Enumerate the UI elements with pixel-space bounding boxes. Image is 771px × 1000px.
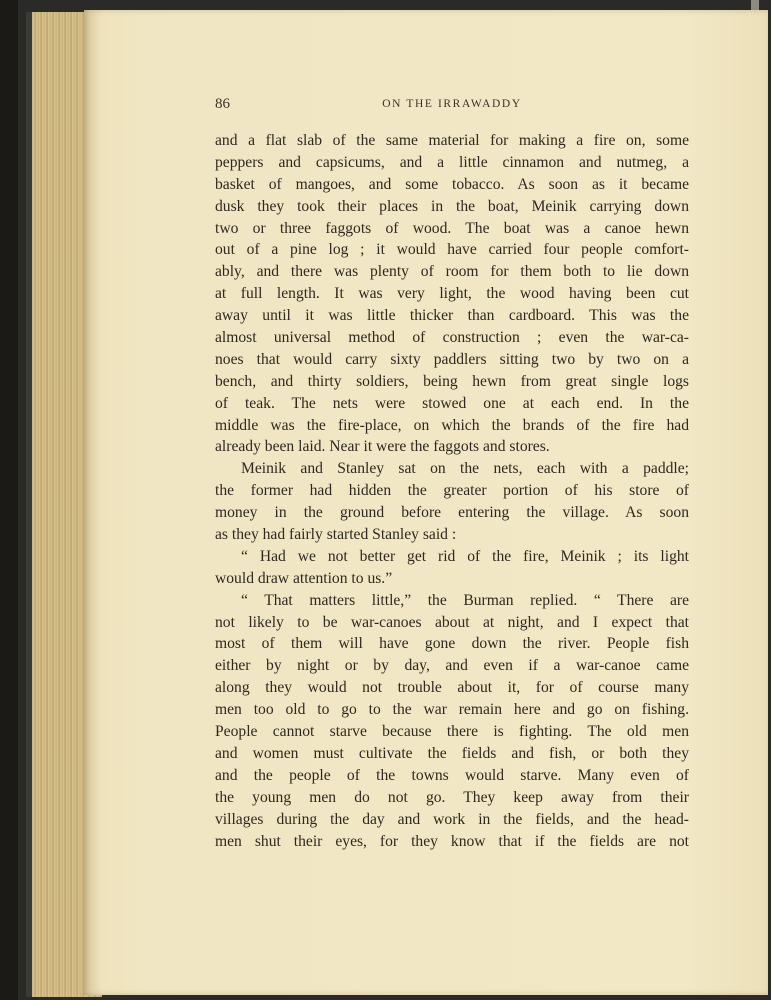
text-line: either by night or by day, and even if a war-canoe came xyxy=(215,657,689,675)
text-line: of teak. The nets were stowed one at each end. In the xyxy=(215,394,689,412)
text-line: dusk they took their places in the boat, Meinik carrying down xyxy=(215,197,689,215)
body-text xyxy=(215,130,689,852)
text-line: and women must cultivate the fields and fish, or both they xyxy=(215,744,689,762)
text-line: villages during the day and work in the fields, and the head- xyxy=(215,810,689,828)
text-line: “ Had we not better get rid of the fire, Meinik ; its light xyxy=(241,547,689,565)
text-line: the young men do not go. They keep away from their xyxy=(215,788,689,806)
text-line: and the people of the towns would starve. Many even of xyxy=(215,766,689,784)
text-line: along they would not trouble about it, for of course many xyxy=(215,679,689,697)
text-line: men too old to go to the war remain here and go on fishing. xyxy=(215,701,689,719)
text-line: already been laid. Near it were the faggots and stores. xyxy=(215,438,550,456)
text-line: not likely to be war-canoes about at night, and I expect that xyxy=(215,613,689,631)
text-line: the former had hidden the greater portion of his store of xyxy=(215,482,689,500)
text-line: noes that would carry sixty paddlers sitting two by two on a xyxy=(215,350,689,368)
text-line: money in the ground before entering the village. As soon xyxy=(215,504,689,522)
text-line: away until it was little thicker than cardboard. This was the xyxy=(215,307,689,325)
text-line: at full length. It was very light, the wood having been cut xyxy=(215,285,689,303)
page-number: 86 xyxy=(215,96,230,112)
text-line: almost universal method of construction ; even the war-ca- xyxy=(215,329,689,347)
text-line: Meinik and Stanley sat on the nets, each with a paddle; xyxy=(241,460,689,478)
running-title: ON THE IRRAWADDY xyxy=(382,98,522,110)
text-line: peppers and capsicums, and a little cinnamon and nutmeg, a xyxy=(215,153,689,171)
text-line: as they had fairly started Stanley said : xyxy=(215,526,457,544)
text-line: “ That matters little,” the Burman replied. “ There are xyxy=(241,591,689,609)
text-line: men shut their eyes, for they know that if the fields are not xyxy=(215,832,689,850)
text-line: ably, and there was plenty of room for them both to lie down xyxy=(215,263,689,281)
text-line: out of a pine log ; it would have carried four people comfort- xyxy=(215,241,689,259)
text-line: People cannot starve because there is fighting. The old men xyxy=(215,723,689,741)
text-line: most of them will have gone down the river. People fish xyxy=(215,635,689,653)
text-line: would draw attention to us.” xyxy=(215,569,393,587)
text-line: and a flat slab of the same material for making a fire on, some xyxy=(215,132,689,149)
text-line: basket of mangoes, and some tobacco. As soon as it became xyxy=(215,175,689,193)
text-line: bench, and thirty soldiers, being hewn from great single logs xyxy=(215,372,689,390)
text-line: two or three faggots of wood. The boat was a canoe hewn xyxy=(215,219,689,237)
text-line: middle was the fire-place, on which the brands of the fire had xyxy=(215,416,689,434)
page-header xyxy=(215,96,689,116)
